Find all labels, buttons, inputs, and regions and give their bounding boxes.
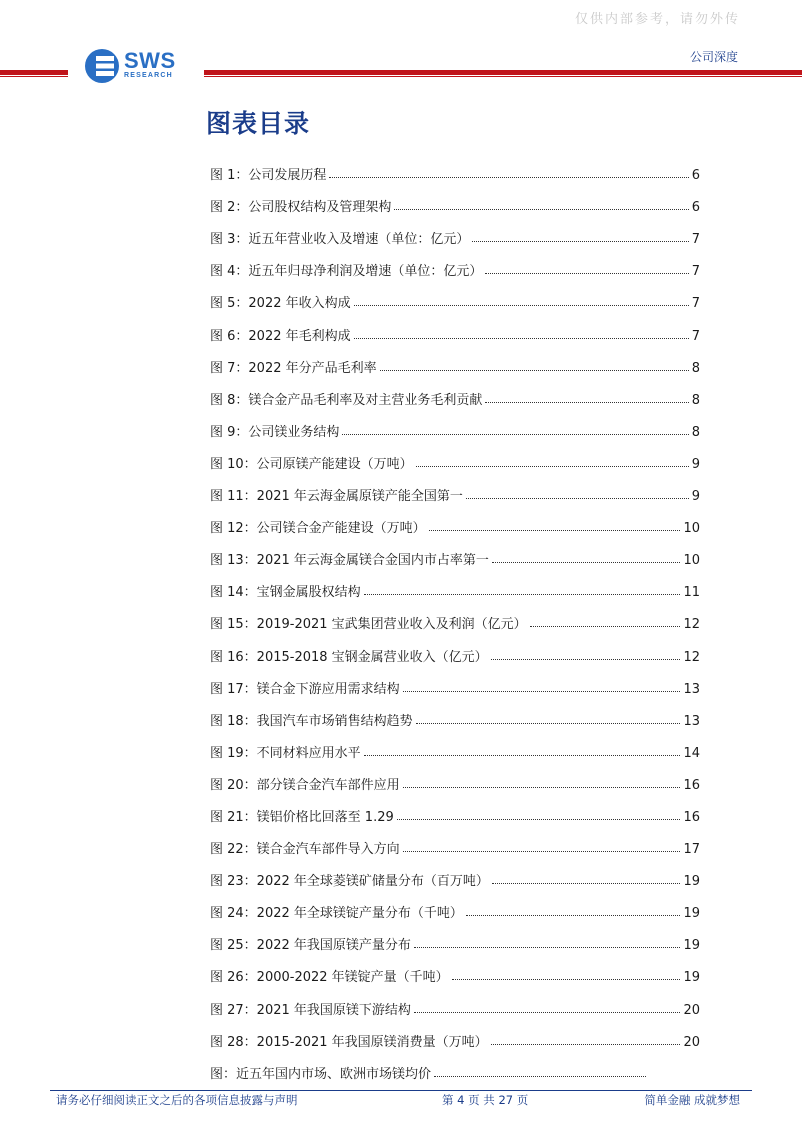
toc-entry-page: 9 xyxy=(691,456,700,472)
toc-entry-label: 图 8：镁合金产品毛利率及对主营业务毛利贡献 xyxy=(210,392,483,408)
toc-entry[interactable] xyxy=(210,311,700,343)
toc-entry-page: 11 xyxy=(683,585,700,601)
toc-entry-label: 图 9：公司镁业务结构 xyxy=(210,424,340,440)
toc-entry[interactable] xyxy=(210,344,700,376)
toc-entry-label: 图 25：2022 年我国原镁产量分布 xyxy=(210,938,411,954)
toc-entry-label: 图 26：2000-2022 年镁锭产量（千吨） xyxy=(210,970,449,986)
toc-dot-leader xyxy=(485,402,688,403)
header-thin-rule-left xyxy=(0,76,68,77)
figure-table-of-contents xyxy=(210,151,700,1082)
toc-entry[interactable] xyxy=(210,440,700,472)
toc-entry-page: 7 xyxy=(691,296,700,312)
toc-entry-page: 20 xyxy=(683,1002,700,1018)
toc-entry[interactable] xyxy=(210,183,700,215)
toc-entry-label: 图 20：部分镁合金汽车部件应用 xyxy=(210,777,400,793)
toc-dot-leader xyxy=(342,434,688,435)
toc-entry-label: 图 4：近五年归母净利润及增速（单位：亿元） xyxy=(210,264,483,280)
toc-entry-label: 图 1：公司发展历程 xyxy=(210,168,327,184)
toc-entry[interactable] xyxy=(210,1050,700,1082)
toc-entry-page: 7 xyxy=(691,232,700,248)
toc-entry[interactable] xyxy=(210,697,700,729)
toc-entry-page: 10 xyxy=(683,553,700,569)
section-title: 图表目录 xyxy=(206,109,311,138)
toc-dot-leader xyxy=(416,466,689,467)
watermark: 仅供内部参考，请勿外传 xyxy=(574,12,740,27)
header-thin-rule-right xyxy=(204,76,802,77)
toc-entry-page: 13 xyxy=(683,713,700,729)
toc-entry[interactable] xyxy=(210,279,700,311)
toc-dot-leader xyxy=(491,1044,681,1045)
toc-entry[interactable] xyxy=(210,151,700,183)
toc-dot-leader xyxy=(414,947,681,948)
footer-rule xyxy=(50,1090,752,1091)
toc-entry-label: 图 21：镁铝价格比回落至 1.29 xyxy=(210,809,394,825)
toc-entry-page: 9 xyxy=(691,489,700,505)
toc-entry[interactable] xyxy=(210,504,700,536)
toc-entry[interactable] xyxy=(210,472,700,504)
toc-entry-page: 6 xyxy=(691,168,700,184)
toc-dot-leader xyxy=(364,755,681,756)
toc-dot-leader xyxy=(492,883,681,884)
toc-entry-label: 图 17：镁合金下游应用需求结构 xyxy=(210,681,400,697)
toc-dot-leader xyxy=(354,305,689,306)
toc-dot-leader xyxy=(364,594,681,595)
toc-dot-leader xyxy=(466,498,689,499)
toc-entry-page: 19 xyxy=(683,874,700,890)
toc-dot-leader xyxy=(472,241,688,242)
toc-dot-leader xyxy=(416,723,681,724)
toc-dot-leader xyxy=(452,979,681,980)
toc-dot-leader xyxy=(354,338,689,339)
logo-sub-text: RESEARCH xyxy=(124,72,173,79)
toc-entry[interactable] xyxy=(210,536,700,568)
toc-entry[interactable] xyxy=(210,857,700,889)
footer-disclaimer: 请务必仔细阅读正文之后的各项信息披露与声明 xyxy=(56,1093,298,1107)
toc-entry[interactable] xyxy=(210,665,700,697)
toc-entry-page: 19 xyxy=(683,970,700,986)
toc-entry[interactable] xyxy=(210,632,700,664)
toc-entry-label: 图 11：2021 年云海金属原镁产能全国第一 xyxy=(210,489,463,505)
toc-entry[interactable] xyxy=(210,985,700,1017)
sws-research-logo xyxy=(84,46,194,86)
toc-dot-leader xyxy=(491,659,681,660)
toc-entry-page: 10 xyxy=(683,521,700,537)
toc-dot-leader xyxy=(492,562,681,563)
toc-entry-label: 图 16：2015-2018 宝钢金属营业收入（亿元） xyxy=(210,649,488,665)
page-number: 第 4 页 共 27 页 xyxy=(442,1093,529,1107)
toc-entry[interactable] xyxy=(210,408,700,440)
toc-dot-leader xyxy=(403,691,681,692)
toc-entry[interactable] xyxy=(210,889,700,921)
toc-entry[interactable] xyxy=(210,793,700,825)
toc-entry-label: 图 7：2022 年分产品毛利率 xyxy=(210,360,377,376)
toc-entry-label: 图：近五年国内市场、欧洲市场镁均价 xyxy=(210,1066,432,1082)
header-rule-right xyxy=(204,70,802,75)
toc-entry-page: 17 xyxy=(683,842,700,858)
toc-dot-leader xyxy=(403,851,681,852)
toc-entry-label: 图 28：2015-2021 年我国原镁消费量（万吨） xyxy=(210,1034,488,1050)
toc-entry-page: 20 xyxy=(683,1034,700,1050)
header-rule-left xyxy=(0,70,68,75)
toc-entry-label: 图 18：我国汽车市场销售结构趋势 xyxy=(210,713,413,729)
toc-entry-label: 图 24：2022 年全球镁锭产量分布（千吨） xyxy=(210,906,463,922)
report-type-tag: 公司深度 xyxy=(689,50,738,64)
toc-entry[interactable] xyxy=(210,247,700,279)
toc-entry-label: 图 14：宝钢金属股权结构 xyxy=(210,585,361,601)
toc-entry[interactable] xyxy=(210,568,700,600)
toc-entry-page: 16 xyxy=(683,777,700,793)
toc-entry-label: 图 6：2022 年毛利构成 xyxy=(210,328,351,344)
toc-dot-leader xyxy=(403,787,681,788)
toc-entry-page: 16 xyxy=(683,809,700,825)
toc-dot-leader xyxy=(414,1012,681,1013)
toc-entry-page: 8 xyxy=(691,360,700,376)
toc-dot-leader xyxy=(530,626,681,627)
toc-entry-label: 图 19：不同材料应用水平 xyxy=(210,745,361,761)
toc-entry-page: 12 xyxy=(683,617,700,633)
toc-dot-leader xyxy=(466,915,681,916)
footer-slogan: 简单金融 成就梦想 xyxy=(644,1093,740,1107)
toc-entry-label: 图 12：公司镁合金产能建设（万吨） xyxy=(210,521,426,537)
toc-entry-page: 12 xyxy=(683,649,700,665)
toc-entry-page: 6 xyxy=(691,200,700,216)
toc-entry-label: 图 22：镁合金汽车部件导入方向 xyxy=(210,842,400,858)
toc-entry-label: 图 3：近五年营业收入及增速（单位：亿元） xyxy=(210,232,470,248)
toc-entry[interactable] xyxy=(210,761,700,793)
toc-dot-leader xyxy=(394,209,688,210)
toc-entry-label: 图 27：2021 年我国原镁下游结构 xyxy=(210,1002,411,1018)
toc-entry-page: 7 xyxy=(691,328,700,344)
page-footer xyxy=(56,1092,740,1110)
toc-entry[interactable] xyxy=(210,825,700,857)
toc-entry-page: 13 xyxy=(683,681,700,697)
toc-entry-label: 图 10：公司原镁产能建设（万吨） xyxy=(210,456,413,472)
toc-entry[interactable] xyxy=(210,921,700,953)
toc-entry-page: 8 xyxy=(691,424,700,440)
toc-dot-leader xyxy=(329,177,688,178)
toc-entry[interactable] xyxy=(210,376,700,408)
toc-entry[interactable] xyxy=(210,1018,700,1050)
toc-entry-label: 图 2：公司股权结构及管理架构 xyxy=(210,200,392,216)
toc-entry[interactable] xyxy=(210,215,700,247)
toc-dot-leader xyxy=(485,273,688,274)
sws-logo-icon xyxy=(84,48,120,84)
toc-entry-page: 19 xyxy=(683,906,700,922)
logo-brand-text: SWS xyxy=(124,48,176,73)
toc-entry-page: 7 xyxy=(691,264,700,280)
toc-entry-label: 图 15：2019-2021 宝武集团营业收入及利润（亿元） xyxy=(210,617,527,633)
toc-dot-leader xyxy=(429,530,681,531)
toc-entry[interactable] xyxy=(210,953,700,985)
toc-entry-page: 19 xyxy=(683,938,700,954)
toc-entry[interactable] xyxy=(210,600,700,632)
toc-entry-label: 图 23：2022 年全球菱镁矿储量分布（百万吨） xyxy=(210,874,489,890)
toc-dot-leader xyxy=(380,370,689,371)
toc-entry-page: 8 xyxy=(691,392,700,408)
toc-entry[interactable] xyxy=(210,729,700,761)
toc-dot-leader xyxy=(397,819,681,820)
toc-entry-label: 图 13：2021 年云海金属镁合金国内市占率第一 xyxy=(210,553,489,569)
toc-entry-label: 图 5：2022 年收入构成 xyxy=(210,296,351,312)
toc-dot-leader xyxy=(434,1076,646,1077)
toc-entry-page: 14 xyxy=(683,745,700,761)
